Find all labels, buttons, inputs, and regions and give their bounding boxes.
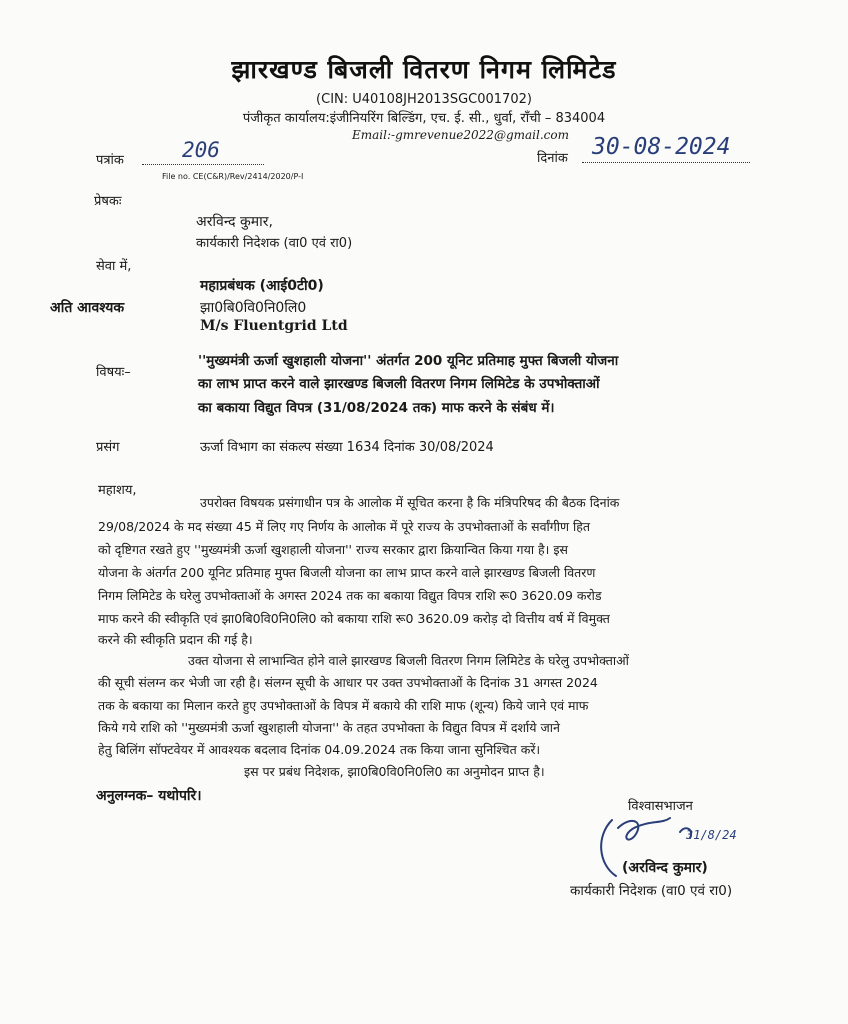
recipient-label: सेवा में, bbox=[96, 259, 132, 274]
body-line: तक के बकाया का मिलान करते हुए उपभोक्ताओं के विपत्र में बकाये की राशि माफ (शून्य) किये जाने एवं माफ bbox=[98, 698, 589, 713]
urgent-label: अति आवश्यक bbox=[50, 300, 125, 316]
signatory-name: (अरविन्द कुमार) bbox=[622, 860, 708, 876]
recipient-line-1: महाप्रबंधक (आई0टी0) bbox=[200, 278, 324, 294]
body-line: करने की स्वीकृति प्रदान की गई है। bbox=[98, 632, 253, 647]
body-line: की सूची संलग्न कर भेजी जा रही है। संलग्न सूची के आधार पर उक्त उपभोक्ताओं के दिनांक 31 अगस्त 2024 bbox=[98, 675, 598, 690]
body-line: उपरोक्त विषयक प्रसंगाधीन पत्र के आलोक में सूचित करना है कि मंत्रिपरिषद की बैठक दिनांक bbox=[200, 495, 620, 510]
body-line: इस पर प्रबंध निदेशक, झा0बि0वि0नि0लि0 का अनुमोदन प्राप्त है। bbox=[244, 764, 545, 779]
file-number: File no. CE(C&R)/Rev/2414/2020/P-I bbox=[162, 172, 304, 181]
recipient-line-3: M/s Fluentgrid Ltd bbox=[200, 318, 348, 334]
signature-date: 31/8/24 bbox=[686, 828, 737, 842]
enclosure-note: अनुलग्नक– यथोपरि। bbox=[96, 788, 202, 804]
body-line: माफ करने की स्वीकृति एवं झा0बि0वि0नि0लि0 को बकाया राशि रू0 3620.09 करोड़ दो वित्तीय वर्ष में विमुक्त bbox=[98, 611, 610, 626]
subject-line: का लाभ प्राप्त करने वाले झारखण्ड बिजली वितरण निगम लिमिटेड के उपभोक्ताओं bbox=[198, 376, 600, 392]
subject-line: ''मुख्यमंत्री ऊर्जा खुशहाली योजना'' अंतर्गत 200 यूनिट प्रतिमाह मुफ्त बिजली योजना bbox=[198, 353, 619, 369]
closing-text: विश्वासभाजन bbox=[628, 799, 693, 814]
sender-designation: कार्यकारी निदेशक (वा0 एवं रा0) bbox=[196, 236, 353, 251]
body-line: को दृष्टिगत रखते हुए ''मुख्यमंत्री ऊर्जा खुशहाली योजना'' राज्य सरकार द्वारा क्रियान्वित किया गया है। इस bbox=[98, 542, 568, 557]
body-line: निगम लिमिटेड के घरेलु उपभोक्ताओं के अगस्त 2024 तक का बकाया विद्युत विपत्र राशि रू0 3620.09 करोड bbox=[98, 588, 602, 603]
body-line: 29/08/2024 के मद संख्या 45 में लिए गए निर्णय के आलोक में पूरे राज्य के उपभोक्ताओं के सर्वांगीण हित bbox=[98, 519, 591, 534]
sender-name: अरविन्द कुमार, bbox=[196, 214, 273, 230]
registered-address: पंजीकृत कार्यालय:इंजीनियरिंग बिल्डिंग, एच. ई. सी., धुर्वा, राँची – 834004 bbox=[242, 111, 606, 126]
date-label: दिनांक bbox=[537, 151, 568, 166]
patrank-label: पत्रांक bbox=[96, 153, 124, 168]
email-address: Email:-gmrevenue2022@gmail.com bbox=[352, 128, 569, 142]
patrank-value: 206 bbox=[182, 138, 220, 162]
body-line: उक्त योजना से लाभान्वित होने वाले झारखण्ड बिजली वितरण निगम लिमिटेड के घरेलु उपभोक्ताओं bbox=[188, 653, 629, 668]
date-value: 30-08-2024 bbox=[592, 134, 731, 160]
subject-label: विषयः– bbox=[96, 365, 131, 380]
org-name: झारखण्ड बिजली वितरण निगम लिमिटेड bbox=[231, 55, 617, 84]
salutation: महाशय, bbox=[98, 483, 137, 498]
sender-label: प्रेषकः bbox=[94, 194, 122, 209]
reference-text: ऊर्जा विभाग का संकल्प संख्या 1634 दिनांक 30/08/2024 bbox=[200, 440, 494, 455]
reference-label: प्रसंग bbox=[96, 440, 120, 455]
body-line: योजना के अंतर्गत 200 यूनिट प्रतिमाह मुफ्त बिजली योजना का लाभ प्राप्त करने वाले झारखण्ड बिजली वितरण bbox=[98, 565, 596, 580]
cin-number: (CIN: U40108JH2013SGC001702) bbox=[316, 92, 532, 107]
body-line: हेतु बिलिंग सॉफ्टवेयर में आवश्यक बदलाव दिनांक 04.09.2024 तक किया जाना सुनिश्चित करें। bbox=[98, 742, 541, 757]
signatory-designation: कार्यकारी निदेशक (वा0 एवं रा0) bbox=[570, 883, 733, 899]
recipient-line-2: झा0बि0वि0नि0लि0 bbox=[200, 300, 307, 316]
subject-line: का बकाया विद्युत विपत्र (31/08/2024 तक) माफ करने के संबंध में। bbox=[198, 400, 555, 416]
body-line: किये गये राशि को ''मुख्यमंत्री ऊर्जा खुशहाली योजना'' के तहत उपभोक्ता के विद्युत विपत्र में दर्शाये जाने bbox=[98, 720, 560, 735]
